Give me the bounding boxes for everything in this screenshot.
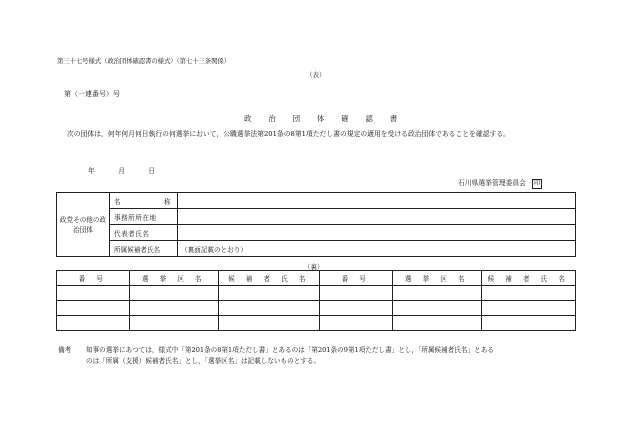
table-row [57, 209, 576, 225]
remarks-text-1: 知事の選挙にあつては，様式中「第201条の8第1項ただし書」とあるのは「第201条の9第1項ただし書」とし，「所属候補者氏名」とある [86, 346, 494, 354]
organization-table [56, 192, 576, 257]
table-row [57, 225, 576, 241]
field-label-name-b: 称 [163, 197, 171, 206]
candidate-table [56, 270, 576, 331]
field-value-representative[interactable] [178, 225, 576, 241]
table-cell[interactable] [320, 286, 393, 301]
header-number: 番 号 [320, 271, 393, 286]
table-row [57, 241, 576, 257]
confirmation-text: 次の団体は，何年何月何日執行の何選挙において，公職選挙法第201条の8第1項ただし書の規定の適用を受ける政治団体であることを確認する。 [67, 130, 510, 138]
table-cell[interactable] [130, 301, 219, 316]
table-cell[interactable] [320, 301, 393, 316]
remarks-label: 備考 [58, 346, 72, 354]
issue-date [88, 165, 155, 175]
table-row [57, 316, 576, 331]
form-number-note: 第三十七号様式（政治団体確認書の様式）（第七十三条関係） [57, 57, 230, 65]
remarks-text-2: のは「所属（支援）候補者氏名」とし，「選挙区名」は記載しないものとする。 [86, 356, 321, 365]
header-candidate: 候 補 者 氏 名 [482, 271, 576, 286]
document-title: 政 治 団 体 確 認 書 [244, 114, 405, 123]
serial-number: 第（一連番号）号 [64, 90, 120, 98]
field-label-representative: 代表者氏名 [110, 225, 178, 241]
table-cell[interactable] [393, 316, 482, 331]
group-label: 政党その他の政治団体 [57, 193, 110, 257]
table-cell[interactable] [219, 316, 320, 331]
table-row [57, 193, 576, 209]
seal-mark: 印 [533, 180, 541, 187]
table-cell[interactable] [219, 301, 320, 316]
table-row [57, 286, 576, 301]
table-header-row [57, 271, 576, 286]
field-value-office[interactable] [178, 209, 576, 225]
table-cell[interactable] [130, 286, 219, 301]
table-cell[interactable] [130, 316, 219, 331]
table-cell[interactable] [219, 286, 320, 301]
table-row [57, 301, 576, 316]
header-district: 選 挙 区 名 [130, 271, 219, 286]
front-side-label: （表） [306, 71, 326, 79]
remarks [58, 345, 576, 366]
table-cell[interactable] [393, 301, 482, 316]
field-label-office: 事務所所在地 [110, 209, 178, 225]
table-cell[interactable] [57, 301, 130, 316]
field-value-name[interactable] [178, 193, 576, 209]
header-number: 番 号 [57, 271, 130, 286]
date-month: 月 [118, 167, 125, 175]
table-cell[interactable] [57, 286, 130, 301]
field-label-name [110, 193, 178, 209]
date-day: 日 [148, 167, 156, 175]
date-year: 年 [88, 167, 95, 175]
table-cell[interactable] [57, 316, 130, 331]
table-cell[interactable] [320, 316, 393, 331]
issuing-committee [458, 177, 542, 189]
table-cell[interactable] [482, 286, 576, 301]
field-label-candidates: 所属候補者氏名 [110, 241, 178, 257]
header-district: 選 挙 区 名 [393, 271, 482, 286]
header-candidate: 候 補 者 氏 名 [219, 271, 320, 286]
table-cell[interactable] [482, 316, 576, 331]
table-cell[interactable] [393, 286, 482, 301]
committee-name: 石川県選挙管理委員会 [458, 179, 526, 187]
back-side-label: （裏） [304, 263, 324, 271]
field-value-candidates: （裏面記載のとおり） [178, 241, 576, 257]
field-label-name-a: 名 [114, 197, 122, 206]
table-cell[interactable] [482, 301, 576, 316]
